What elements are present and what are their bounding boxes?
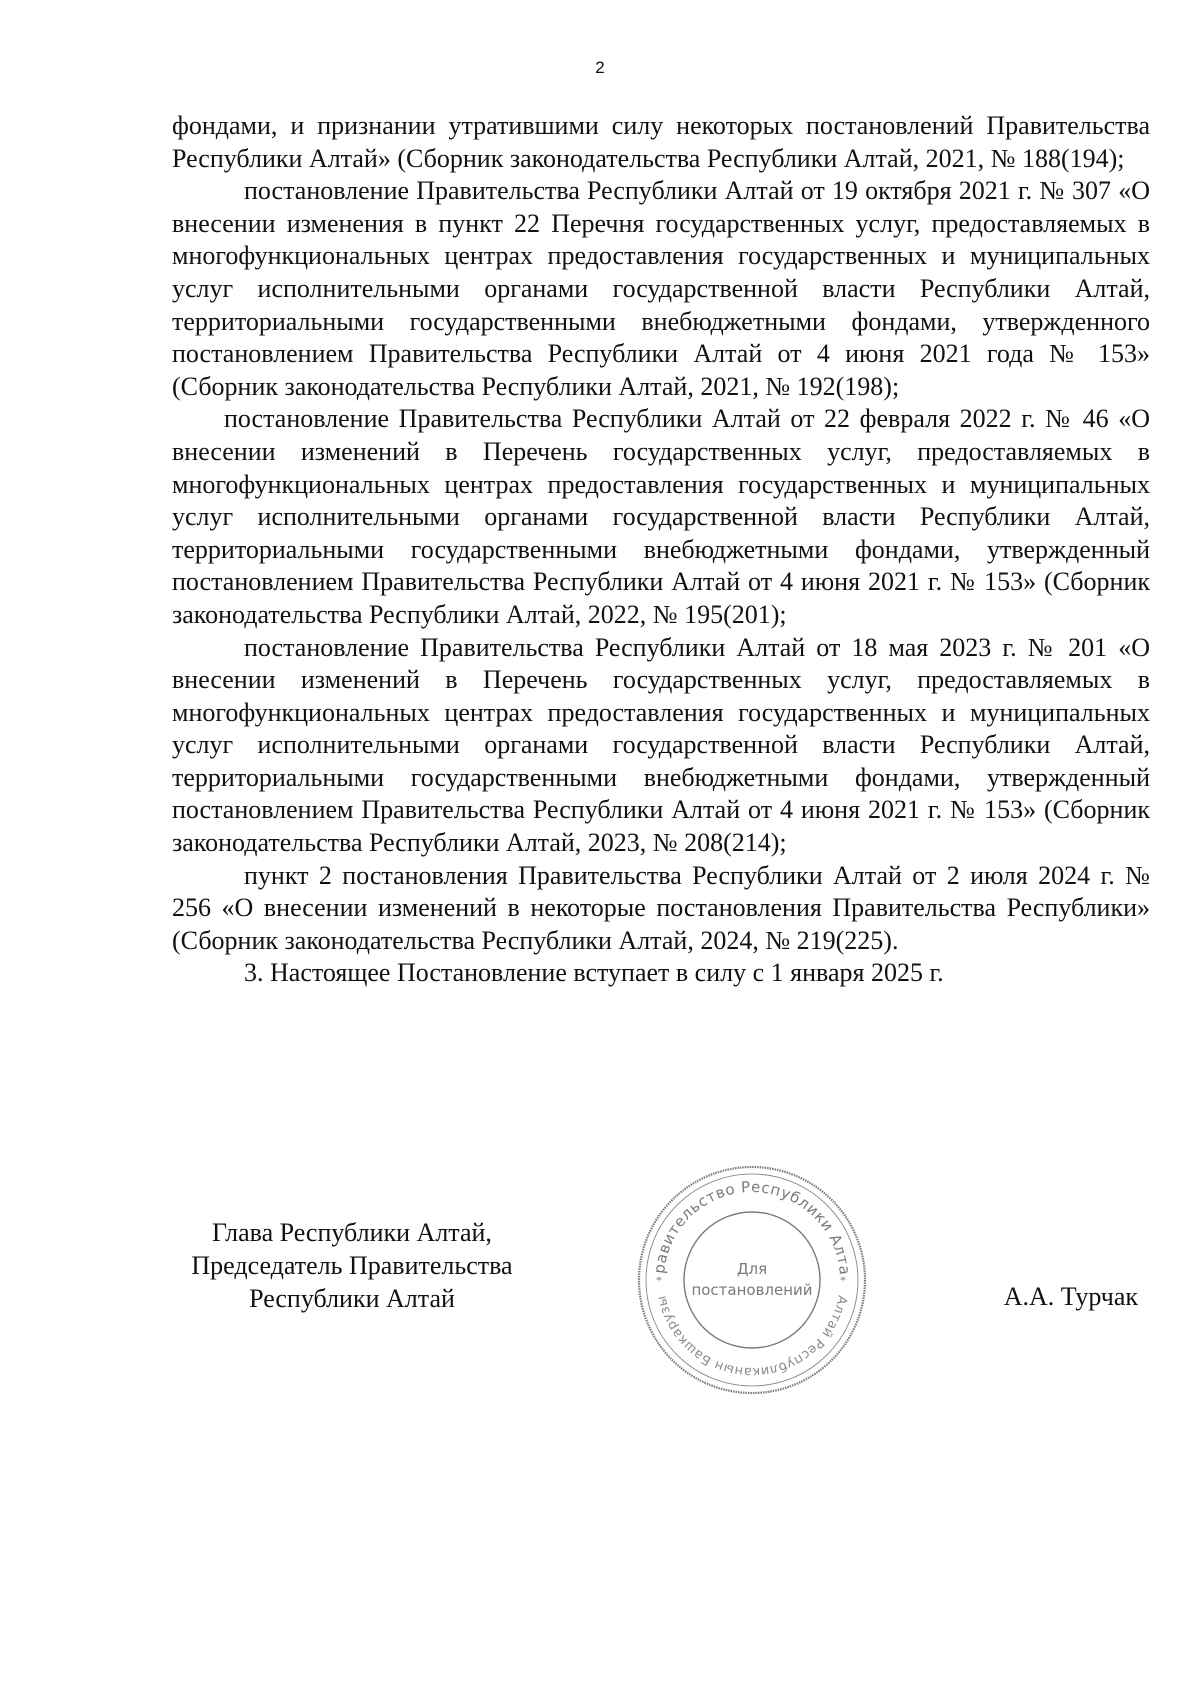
seal-rings bbox=[639, 1167, 865, 1393]
seal-star-right-icon: * bbox=[840, 1273, 846, 1287]
seal-inner-line-1: Для bbox=[736, 1260, 768, 1278]
paragraph-decree-46: постановление Правительства Республики Алтай от 22 февраля 2022 г. № 46 «О внесении изменений в Перечень государственных услуг, предоставляемых в многофункциональных центрах предоставления государственных и муниципальных услуг исполнительными органами государственной власти Республики Алтай, территориальными государственными внебюджетными фондами, утвержденный постановлением Правительства Республики Алтай от 4 июня 2021 г. № 153» (Сборник законодательства Республики Алтай, 2022, № 195(201); bbox=[172, 404, 1150, 629]
signatory-title bbox=[172, 1216, 532, 1315]
paragraph-continuation: фондами, и признании утратившими силу некоторых постановлений Правительства Республики Алтай» (Сборник законодательства Республики Алтай, 2021, № 188(194); bbox=[172, 111, 1150, 173]
paragraph-decree-307: постановление Правительства Республики Алтай от 19 октября 2021 г. № 307 «О внесении изменения в пункт 22 Перечня государственных услуг, предоставляемых в многофункциональных центрах предоставления государственных и муниципальных услуг исполнительными органами государственной власти Республики Алтай, территориальными государственными внебюджетными фондами, утвержденного постановлением Правительства Республики Алтай от 4 июня 2021 года № 153» (Сборник законодательства Республики Алтай, 2021, № 192(198); bbox=[172, 176, 1150, 401]
paragraph-decree-256: пункт 2 постановления Правительства Республики Алтай от 2 июля 2024 г. № 256 «О внесении изменений в некоторые постановления Правительства Республики» (Сборник законодательства Республики Алтай, 2024, № 219(225). bbox=[172, 860, 1150, 955]
document-body bbox=[172, 110, 1150, 990]
page-number: 2 bbox=[595, 58, 605, 77]
seal-text-top: равительство Республики Алта bbox=[650, 1177, 854, 1277]
signatory-title-line-1: Глава Республики Алтай, bbox=[212, 1218, 492, 1247]
paragraph-decree-201: постановление Правительства Республики Алтай от 18 мая 2023 г. № 201 «О внесении изменений в Перечень государственных услуг, предоставляемых в многофункциональных центрах предоставления государственных и муниципальных услуг исполнительными органами государственной власти Республики Алтай, территориальными государственными внебюджетными фондами, утвержденный постановлением Правительства Республики Алтай от 4 июня 2021 г. № 153» (Сборник законодательства Республики Алтай, 2023, № 208(214); bbox=[172, 632, 1150, 858]
seal-text-bottom: Алтай Республиканын Башкарузы bbox=[654, 1293, 850, 1380]
seal-star-left-icon: * bbox=[656, 1273, 662, 1287]
seal-graphic bbox=[632, 1160, 872, 1400]
official-seal bbox=[632, 1160, 872, 1400]
signatory-title-line-3: Республики Алтай bbox=[249, 1284, 455, 1313]
signer-name: А.А. Турчак bbox=[1003, 1282, 1138, 1311]
signatory-title-line-2: Председатель Правительства bbox=[191, 1251, 513, 1280]
paragraph-effective-date: 3. Настоящее Постановление вступает в силу с 1 января 2025 г. bbox=[244, 958, 944, 988]
seal-inner-line-2: постановлений bbox=[691, 1281, 813, 1299]
